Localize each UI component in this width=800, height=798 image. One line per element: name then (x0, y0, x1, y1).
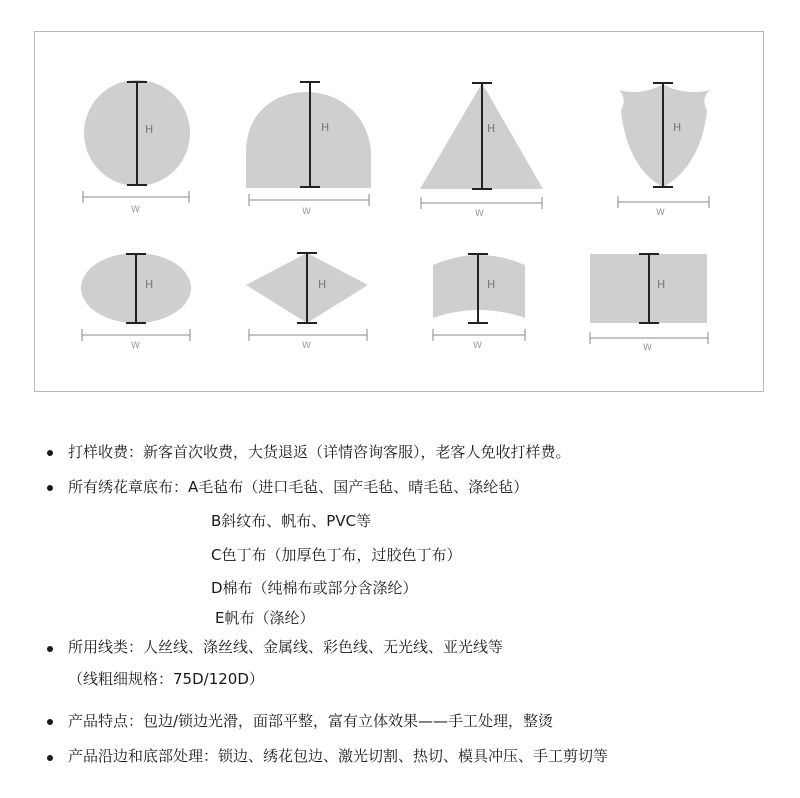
width-label: W (302, 341, 311, 351)
width-label: W (475, 209, 484, 219)
note-base-fabric-e: E帆布（涤纶） (215, 609, 315, 627)
bullet-icon (47, 755, 53, 761)
note-thread-spec: （线粗细规格：75D/120D） (68, 670, 264, 688)
width-label: W (473, 341, 482, 351)
height-label: H (321, 121, 330, 134)
width-label: W (643, 343, 652, 353)
height-label: H (145, 123, 154, 136)
width-label: W (302, 207, 311, 217)
bullet-icon (47, 646, 53, 652)
note-thread-types: 所用线类：人丝线、涤丝线、金属线、彩色线、无光线、亚光线等 (68, 638, 504, 656)
bullet-icon (47, 485, 53, 491)
height-label: H (145, 278, 154, 291)
note-base-fabric-d: D棉布（纯棉布或部分含涤纶） (211, 579, 418, 597)
width-label: W (131, 341, 140, 351)
height-label: H (657, 278, 666, 291)
note-base-fabric-b: B斜纹布、帆布、PVC等 (211, 512, 372, 530)
height-label: H (673, 121, 682, 134)
note-base-fabric-c: C色丁布（加厚色丁布，过胶色丁布） (211, 546, 462, 564)
note-base-fabric-a: 所有绣花章底布：A毛毡布（进口毛毡、国产毛毡、晴毛毡、涤纶毡） (68, 478, 529, 496)
bullet-icon (47, 450, 53, 456)
height-label: H (487, 278, 496, 291)
note-edge-processing: 产品沿边和底部处理：锁边、绣花包边、激光切割、热切、模具冲压、手工剪切等 (68, 747, 609, 765)
height-label: H (487, 122, 496, 135)
note-features: 产品特点：包边/锁边光滑，面部平整，富有立体效果——手工处理，整烫 (68, 712, 554, 730)
width-label: W (656, 208, 665, 218)
height-label: H (318, 278, 327, 291)
width-label: W (131, 205, 140, 215)
bullet-icon (47, 719, 53, 725)
note-sample-fee: 打样收费：新客首次收费，大货退返（详情咨询客服），老客人免收打样费。 (68, 443, 571, 461)
